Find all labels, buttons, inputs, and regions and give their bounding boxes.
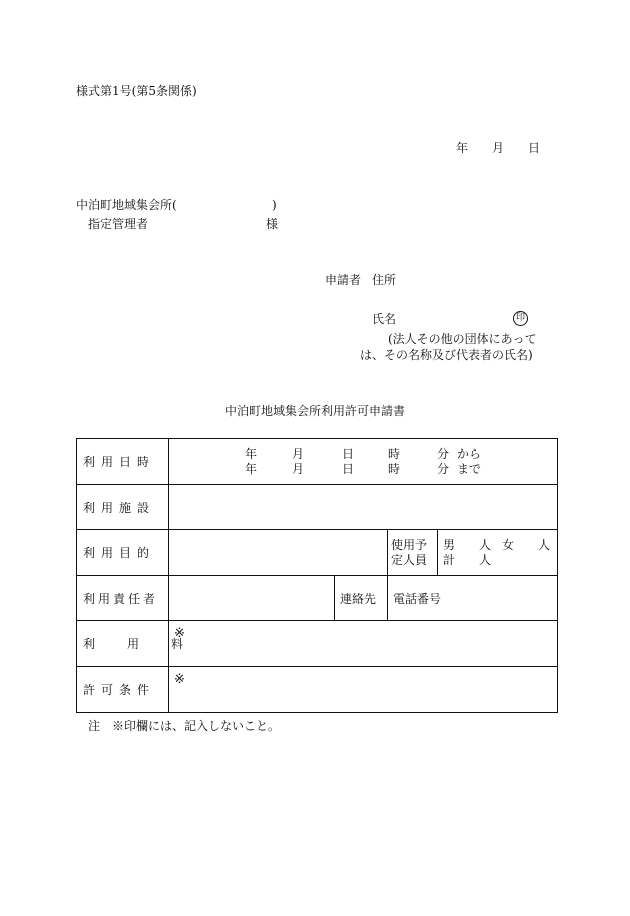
usage-facility-field[interactable]: [169, 485, 558, 530]
contact-label: 連絡先: [335, 576, 388, 621]
permit-conditions-field: [169, 667, 558, 713]
row-usage-datetime: [77, 439, 558, 485]
usage-purpose-field[interactable]: [169, 530, 388, 576]
row-usage-fee: [77, 621, 558, 667]
row-usage-purpose: [77, 530, 558, 576]
office-use-mark: ※: [174, 672, 185, 687]
footnote: 注 ※印欄には、記入しないこと。: [88, 719, 281, 733]
dt1-year: 年: [245, 447, 258, 461]
office-use-mark: ※: [174, 626, 185, 641]
male-label: 男: [443, 538, 456, 552]
female-person-unit: 人: [538, 538, 551, 552]
seal-char: 印: [513, 311, 528, 326]
usage-fee-label: 利 用 料: [77, 621, 169, 667]
dt1-day: 日: [342, 447, 355, 461]
dt1-minute: 分: [437, 447, 450, 461]
document-title: 中泊町地域集会所利用許可申請書: [225, 404, 406, 418]
responsible-person-field[interactable]: [169, 576, 335, 621]
application-table: [76, 438, 558, 713]
phone-field[interactable]: [388, 576, 558, 621]
usage-datetime-field[interactable]: [169, 439, 558, 485]
date-month-label: 月: [492, 141, 505, 155]
applicant-address-label: 住所: [372, 273, 397, 287]
dt1-month: 月: [292, 447, 305, 461]
dt1-hour: 時: [388, 447, 401, 461]
row-responsible-person: [77, 576, 558, 621]
expected-people-label: [388, 530, 438, 576]
addressee-honorific: 様: [266, 217, 279, 231]
dt2-day: 日: [342, 462, 355, 476]
seal-icon: [513, 311, 528, 326]
row-permit-conditions: [77, 667, 558, 713]
dt2-until: まで: [457, 462, 482, 476]
usage-fee-field: [169, 621, 558, 667]
row-usage-facility: [77, 485, 558, 530]
responsible-person-label: 利用責任者: [77, 576, 169, 621]
expected-people-field[interactable]: [438, 530, 558, 576]
applicant-name-label: 氏名: [372, 312, 397, 326]
applicant-note-line1: (法人その他の団体にあって: [388, 332, 537, 346]
applicant-note-line2: は、その名称及び代表者の氏名): [360, 348, 533, 362]
form-number: 様式第1号(第5条関係): [76, 84, 197, 98]
phone-label: 電話番号: [393, 591, 442, 606]
expected-people-label-2: 定人員: [391, 552, 428, 567]
date-year-label: 年: [456, 141, 469, 155]
dt2-minute: 分: [437, 462, 450, 476]
addressee-facility-close: ): [272, 198, 277, 212]
addressee-facility: 中泊町地域集会所(: [76, 198, 177, 212]
applicant-label: 申請者: [325, 273, 362, 287]
date-day-label: 日: [528, 141, 541, 155]
usage-purpose-label: 利用目的: [77, 530, 169, 576]
usage-datetime-label: 利用日時: [77, 439, 169, 485]
total-label: 計: [443, 553, 456, 567]
permit-conditions-label: 許可条件: [77, 667, 169, 713]
dt2-month: 月: [292, 462, 305, 476]
dt1-from: から: [457, 447, 482, 461]
usage-facility-label: 利用施設: [77, 485, 169, 530]
addressee-manager: 指定管理者: [88, 217, 149, 231]
expected-people-label-1: 使用予: [391, 537, 428, 552]
dt2-year: 年: [245, 462, 258, 476]
dt2-hour: 時: [388, 462, 401, 476]
female-label: 女: [502, 538, 515, 552]
male-person-unit: 人: [479, 538, 492, 552]
total-person-unit: 人: [479, 553, 492, 567]
